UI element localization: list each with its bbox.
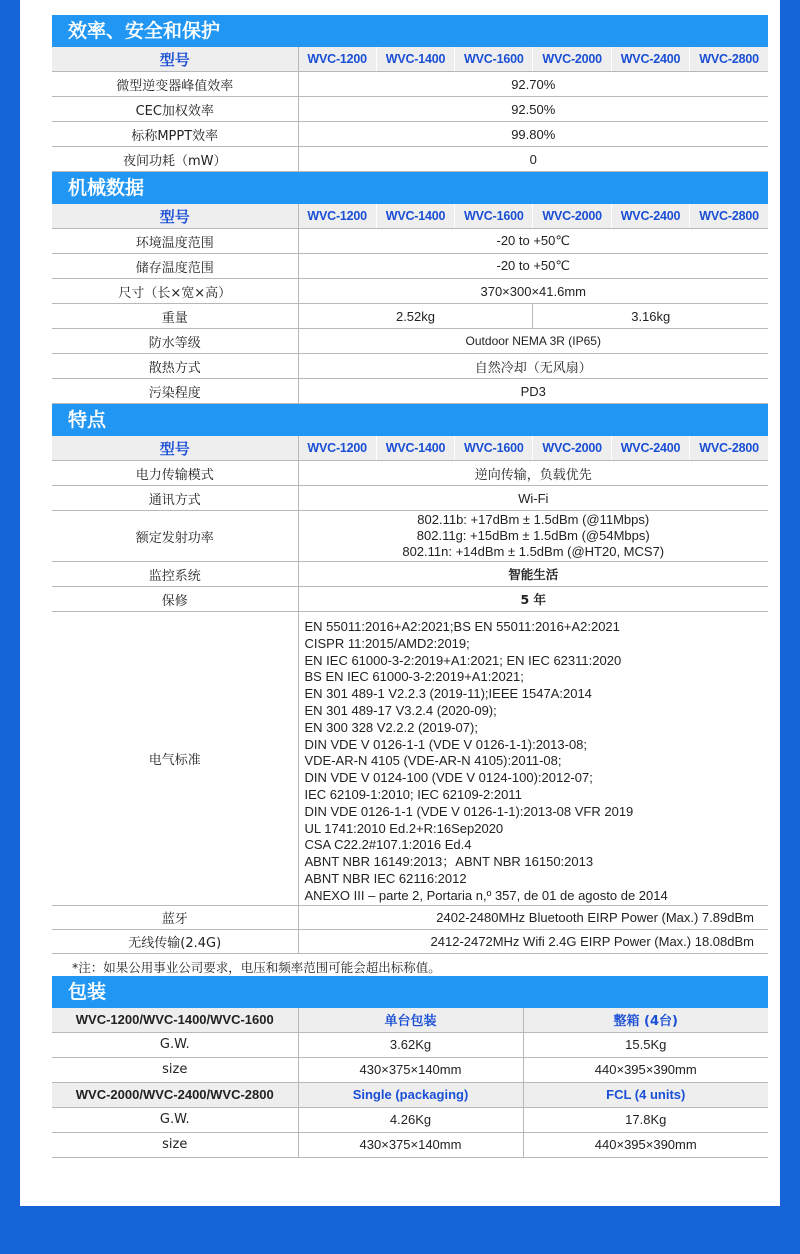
row-value: 智能生活: [298, 562, 768, 587]
model-header-row: [52, 47, 768, 72]
model-cell: WVC-2400: [611, 204, 689, 229]
row-label: 保修: [52, 587, 298, 612]
fcl-package-header: FCL (4 units): [523, 1082, 768, 1107]
standard-line: ABNT NBR 16149:2013；ABNT NBR 16150:2013: [304, 854, 594, 870]
row-label: G.W.: [52, 1107, 298, 1132]
row-label: 电力传输模式: [52, 461, 298, 486]
table-row: [52, 229, 768, 254]
row-label: 环境温度范围: [52, 229, 298, 254]
table-row: [52, 461, 768, 486]
table-row: [52, 1057, 768, 1082]
standard-line: EN 301 489-1 V2.2.3 (2019-11);IEEE 1547A:2014: [304, 686, 592, 702]
spec-card: [20, 0, 780, 1206]
row-label: 夜间功耗（mW）: [52, 147, 298, 172]
row-value: 自然冷却（无风扇）: [298, 354, 768, 379]
table-row: [52, 562, 768, 587]
table-row: [52, 254, 768, 279]
standard-line: EN IEC 61000-3-2:2019+A1:2021; EN IEC 62311:2020: [304, 652, 622, 668]
model-cell: WVC-1400: [376, 436, 454, 461]
row-label: 防水等级: [52, 329, 298, 354]
model-cell: WVC-1400: [376, 204, 454, 229]
tx-power-row: [52, 511, 768, 562]
standards-row: [52, 612, 768, 906]
package-models: WVC-1200/WVC-1400/WVC-1600: [52, 1008, 298, 1033]
row-value: 5 年: [298, 587, 768, 612]
row-label: 通讯方式: [52, 486, 298, 511]
table-row: [52, 929, 768, 953]
fcl-package-header: 整箱 (4台): [523, 1008, 768, 1033]
model-cell: WVC-2000: [533, 436, 611, 461]
model-cell: WVC-1200: [298, 436, 376, 461]
table-row: [52, 587, 768, 612]
model-cell: WVC-2000: [533, 47, 611, 72]
model-cell: WVC-2800: [690, 204, 768, 229]
table-row: [52, 279, 768, 304]
table-row: [52, 486, 768, 511]
model-header-row: [52, 436, 768, 461]
row-value: 2402-2480MHz Bluetooth EIRP Power (Max.) 7.89dBm: [298, 905, 768, 929]
tx-power-line: 802.11n: +14dBm ± 1.5dBm (@HT20, MCS7): [402, 544, 665, 559]
mechanical-table: [52, 204, 768, 404]
model-cell: WVC-2000: [533, 204, 611, 229]
row-value: 3.62Kg: [298, 1032, 523, 1057]
table-row: [52, 72, 768, 97]
row-value: 92.70%: [298, 72, 768, 97]
model-cell: WVC-2800: [690, 436, 768, 461]
standard-line: VDE-AR-N 4105 (VDE-AR-N 4105):2011-08;: [304, 753, 562, 769]
row-value: 92.50%: [298, 97, 768, 122]
row-value: 99.80%: [298, 122, 768, 147]
row-value: 逆向传输，负载优先: [298, 461, 768, 486]
single-package-header: Single (packaging): [298, 1082, 523, 1107]
row-label: 重量: [52, 304, 298, 329]
row-value: 430×375×140mm: [298, 1057, 523, 1082]
row-value: 430×375×140mm: [298, 1132, 523, 1157]
model-cell: WVC-2400: [611, 47, 689, 72]
model-header-row: [52, 204, 768, 229]
row-label: size: [52, 1057, 298, 1082]
table-row: [52, 1107, 768, 1132]
single-package-header: 单台包装: [298, 1008, 523, 1033]
row-value: 440×395×390mm: [523, 1057, 768, 1082]
package-models: WVC-2000/WVC-2400/WVC-2800: [52, 1082, 298, 1107]
weight-value-b: 3.16kg: [533, 304, 768, 329]
efficiency-table: [52, 47, 768, 172]
tx-power-line: 802.11b: +17dBm ± 1.5dBm (@11Mbps): [417, 512, 650, 527]
table-row: [52, 905, 768, 929]
model-header-label: 型号: [52, 436, 298, 461]
row-value: PD3: [298, 379, 768, 404]
model-cell: WVC-2400: [611, 436, 689, 461]
section-header-packaging: 包装: [52, 976, 768, 1008]
standard-line: DIN VDE V 0126-1-1 (VDE V 0126-1-1):2013-08;: [304, 736, 588, 752]
table-row: [52, 147, 768, 172]
row-value: 4.26Kg: [298, 1107, 523, 1132]
packaging-table: [52, 1008, 768, 1158]
section-header-features: 特点: [52, 404, 768, 436]
standard-line: EN 55011:2016+A2:2021;BS EN 55011:2016+A2:2021: [304, 619, 620, 634]
table-row: [52, 1032, 768, 1057]
row-label: 污染程度: [52, 379, 298, 404]
row-value: 15.5Kg: [523, 1032, 768, 1057]
standard-line: CSA C22.2#107.1:2016 Ed.4: [304, 837, 472, 853]
tx-power-values: [298, 511, 768, 562]
standard-line: DIN VDE V 0124-100 (VDE V 0124-100):2012-07;: [304, 770, 593, 786]
row-label: 尺寸（长×宽×高）: [52, 279, 298, 304]
weight-row: [52, 304, 768, 329]
table-row: [52, 354, 768, 379]
standard-line: DIN VDE 0126-1-1 (VDE V 0126-1-1):2013-08 VFR 2019: [304, 803, 634, 819]
model-cell: WVC-1600: [455, 204, 533, 229]
model-cell: WVC-1600: [455, 436, 533, 461]
model-cell: WVC-1400: [376, 47, 454, 72]
row-value: -20 to +50℃: [298, 254, 768, 279]
standard-line: ANEXO III – parte 2, Portaria n,º 357, de 01 de agosto de 2014: [304, 887, 668, 903]
standards-list: [298, 612, 768, 906]
features-table: [52, 436, 768, 954]
standard-line: BS EN IEC 61000-3-2:2019+A1:2021;: [304, 669, 524, 685]
row-label: 额定发射功率: [52, 511, 298, 562]
tx-power-line: 802.11g: +15dBm ± 1.5dBm (@54Mbps): [416, 528, 650, 543]
footnote: *注：如果公用事业公司要求，电压和频率范围可能会超出标称值。: [72, 959, 441, 975]
standard-line: UL 1741:2010 Ed.2+R:16Sep2020: [304, 820, 504, 836]
row-label: 监控系统: [52, 562, 298, 587]
model-cell: WVC-2800: [690, 47, 768, 72]
model-cell: WVC-1200: [298, 204, 376, 229]
row-value: 0: [298, 147, 768, 172]
table-row: [52, 1132, 768, 1157]
standard-line: ABNT NBR IEC 62116:2012: [304, 870, 467, 886]
standard-line: EN 300 328 V2.2.2 (2019-07);: [304, 719, 478, 735]
package-group-header: [52, 1082, 768, 1107]
row-label: 蓝牙: [52, 905, 298, 929]
row-label: 标称MPPT效率: [52, 122, 298, 147]
table-row: [52, 329, 768, 354]
row-value: 370×300×41.6mm: [298, 279, 768, 304]
model-header-label: 型号: [52, 204, 298, 229]
row-value: 2412-2472MHz Wifi 2.4G EIRP Power (Max.) 18.08dBm: [298, 929, 768, 953]
row-label: 微型逆变器峰值效率: [52, 72, 298, 97]
row-value: Outdoor NEMA 3R (IP65): [298, 329, 768, 354]
standard-line: IEC 62109-1:2010; IEC 62109-2:2011: [304, 786, 522, 802]
section-header-mechanical: 机械数据: [52, 172, 768, 204]
weight-value-a: 2.52kg: [298, 304, 533, 329]
standard-line: CISPR 11:2015/AMD2:2019;: [304, 635, 470, 651]
row-label: 电气标准: [52, 612, 298, 906]
row-value: 440×395×390mm: [523, 1132, 768, 1157]
row-value: Wi-Fi: [298, 486, 768, 511]
table-row: [52, 379, 768, 404]
row-value: 17.8Kg: [523, 1107, 768, 1132]
model-cell: WVC-1200: [298, 47, 376, 72]
row-value: -20 to +50℃: [298, 229, 768, 254]
model-header-label: 型号: [52, 47, 298, 72]
row-label: 散热方式: [52, 354, 298, 379]
row-label: 无线传输(2.4G): [52, 929, 298, 953]
standard-line: EN 301 489-17 V3.2.4 (2020-09);: [304, 702, 497, 718]
table-row: [52, 122, 768, 147]
row-label: 储存温度范围: [52, 254, 298, 279]
spec-content: [52, 15, 768, 1158]
row-label: size: [52, 1132, 298, 1157]
package-group-header: [52, 1008, 768, 1033]
row-label: G.W.: [52, 1032, 298, 1057]
section-header-efficiency: 效率、安全和保护: [52, 15, 768, 47]
row-label: CEC加权效率: [52, 97, 298, 122]
table-row: [52, 97, 768, 122]
model-cell: WVC-1600: [455, 47, 533, 72]
